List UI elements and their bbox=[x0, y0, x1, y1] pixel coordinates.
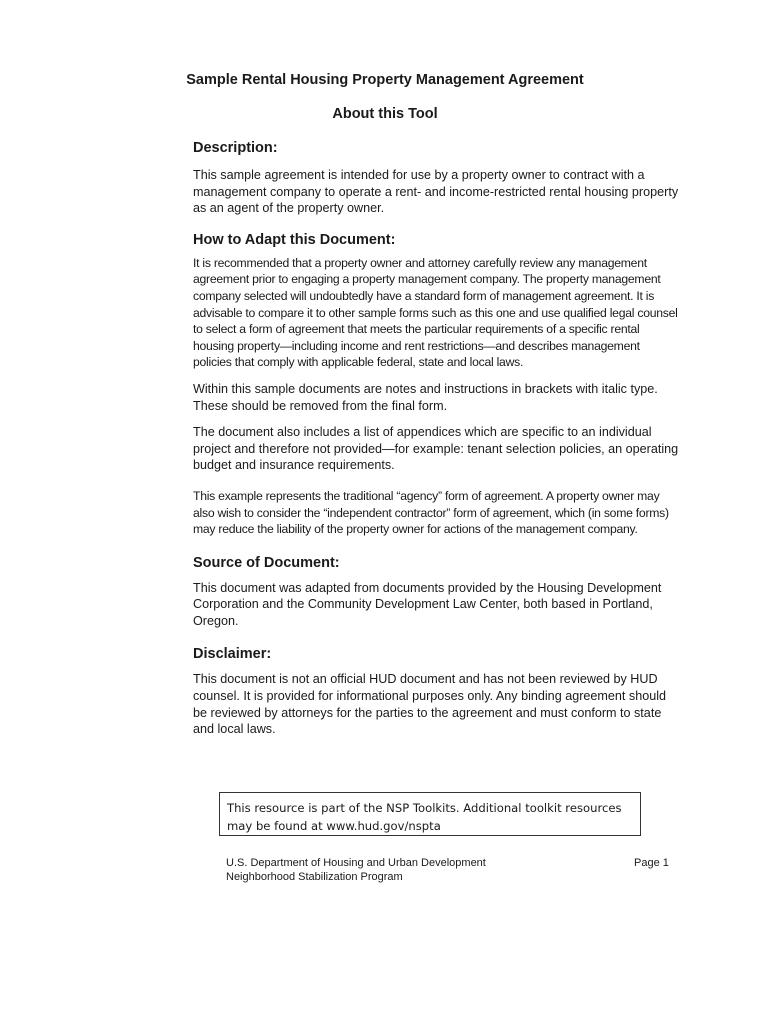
how-to-adapt-paragraph-2: Within this sample documents are notes and instructions in brackets with italic type. These should be removed from the final form. bbox=[193, 381, 658, 413]
footer-agency-line-2: Neighborhood Stabilization Program bbox=[226, 871, 403, 883]
page-number: Page 1 bbox=[634, 857, 669, 869]
resource-notice-box bbox=[219, 792, 641, 836]
footer-agency-line-1: U.S. Department of Housing and Urban Development bbox=[226, 857, 486, 869]
how-to-adapt-paragraph-3: The document also includes a list of appendices which are specific to an individual project and therefore not provided—for example: tenant selection policies, an operating budget and insurance requirements. bbox=[193, 425, 679, 473]
how-to-adapt-paragraph-4: This example represents the traditional “agency” form of agreement. A property owner may also wish to consider the “independent contractor” form of agreement, which (in some forms) may reduce the liability of the property owner for actions of the management company. bbox=[193, 488, 669, 537]
document-title: Sample Rental Housing Property Management Agreement bbox=[186, 72, 584, 88]
source-heading: Source of Document: bbox=[193, 554, 340, 571]
how-to-adapt-heading: How to Adapt this Document: bbox=[193, 231, 396, 248]
disclaimer-text: This document is not an official HUD document and has not been reviewed by HUD counsel. It is provided for informational purposes only. Any binding agreement should be reviewed by attorneys for the parties to the agreement and must conform to state and local laws. bbox=[193, 672, 667, 737]
document-body bbox=[193, 138, 680, 738]
disclaimer-heading: Disclaimer: bbox=[193, 646, 272, 663]
disclaimer-section bbox=[193, 644, 680, 737]
resource-notice-line-2: may be found at www.hud.gov/nspta bbox=[227, 819, 441, 833]
footer-agency bbox=[226, 856, 486, 884]
source-section bbox=[193, 553, 680, 630]
how-to-adapt-section bbox=[193, 230, 680, 538]
description-section bbox=[193, 138, 680, 217]
source-text: This document was adapted from documents provided by the Housing Development Corporation and the Community Development Law Center, both based in Portland, Oregon. bbox=[193, 580, 662, 628]
document-subtitle: About this Tool bbox=[332, 106, 438, 122]
resource-notice-line-1: This resource is part of the NSP Toolkits. Additional toolkit resources bbox=[227, 801, 622, 815]
description-text: This sample agreement is intended for use by a property owner to contract with a management company to operate a rent- and income-restricted rental housing property as an agent of the property owner. bbox=[193, 168, 679, 216]
how-to-adapt-paragraph-1: It is recommended that a property owner and attorney carefully review any management agreement prior to engaging a property management company. The property management company selected will undoubtedly have a standard form of management agreement. It is advisable to compare it to other sample forms such as this one and use qualified legal counsel to select a form of agreement that meets the particular requirements of a specific rental housing property—including income and rent restrictions—and describes management policies that comply with applicable federal, state and local laws. bbox=[193, 255, 678, 370]
description-heading: Description: bbox=[193, 140, 278, 156]
